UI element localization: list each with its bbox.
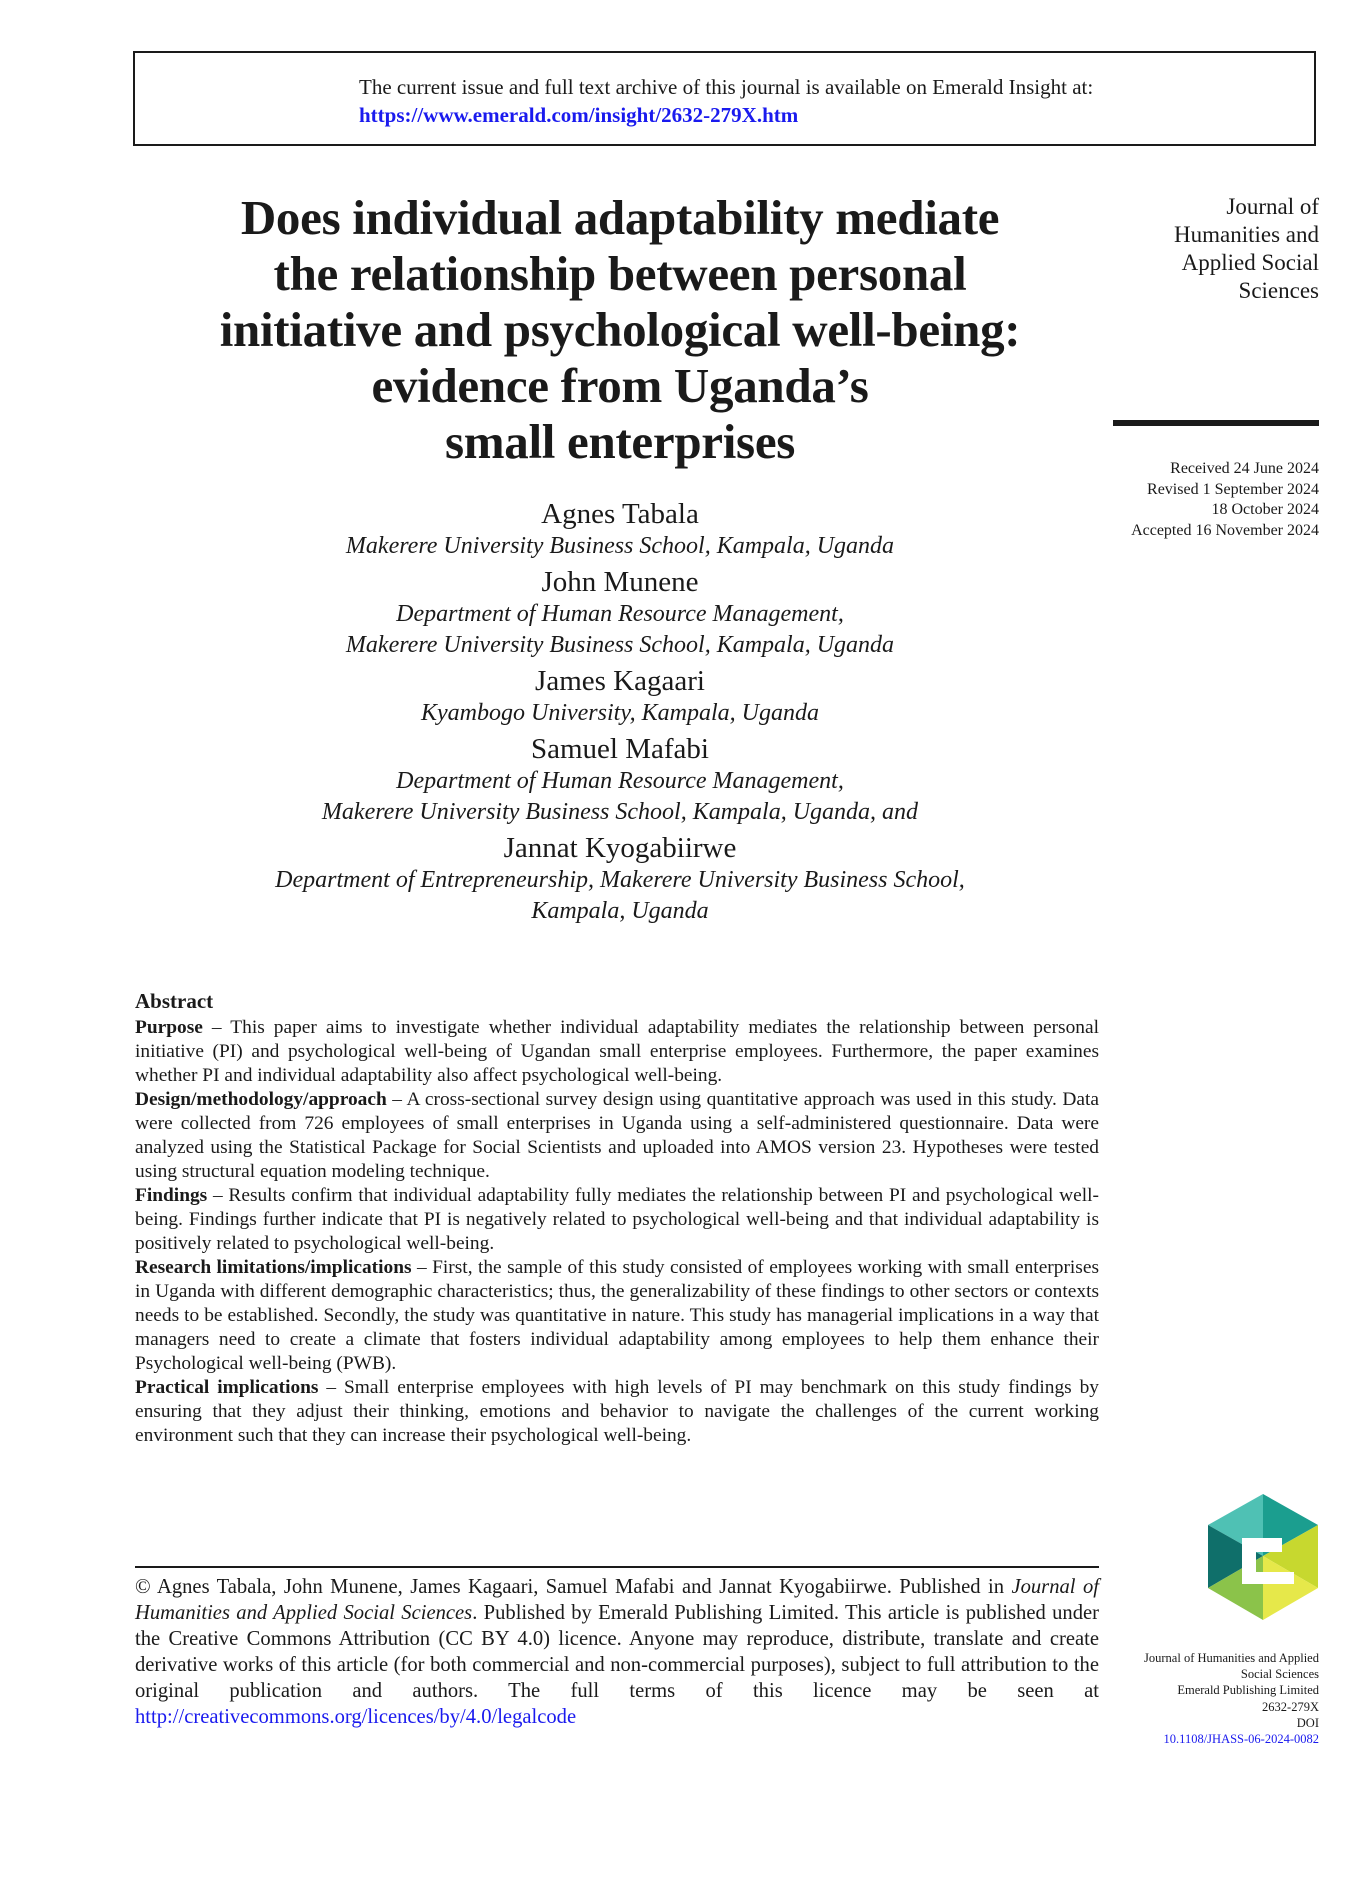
publication-info — [1144, 1650, 1319, 1747]
abstract-section-text: – This paper aims to investigate whether individual adaptability mediates the relationship between personal initiative (PI) and psychological well-being of Ugandan small enterprise employees. Furthermore, the paper examines whether PI and individual adaptability also affect psychological well-being. — [135, 1017, 1099, 1086]
journal-name-italic: Journal of Humanities and Applied Social Sciences — [135, 1576, 1099, 1624]
date-accepted: Accepted 16 November 2024 — [1131, 521, 1319, 539]
journal-name-line: Applied Social — [1181, 250, 1319, 275]
copyright-notice — [135, 1574, 1099, 1730]
pub-journal-line: Social Sciences — [1240, 1667, 1319, 1682]
journal-name-line: Journal of — [1226, 194, 1319, 219]
author-affiliation: Makerere University Business School, Kampala, Uganda — [345, 533, 895, 559]
author-affiliation: Kampala, Uganda — [531, 898, 709, 924]
author-name: John Munene — [541, 566, 699, 598]
doi-link[interactable]: 10.1108/JHASS-06-2024-0082 — [1163, 1732, 1319, 1747]
copyright-text: © Agnes Tabala, John Munene, James Kagaari, Samuel Mafabi and Jannat Kyogabiirwe. Published in — [135, 1576, 1012, 1598]
copyright-text: . Published by Emerald Publishing Limited. This article is published under the Creative Commons Attribution (CC BY 4.0) licence. Anyone may reproduce, distribute, translate and create derivative works of this article (for both commercial and non-commercial purposes), subject to full attribution to the original publication and authors. The full terms of this licence may be seen at — [135, 1602, 1099, 1702]
author-affiliation: Department of Human Resource Management, — [396, 601, 844, 627]
author-name: James Kagaari — [535, 665, 705, 697]
title-line: Does individual adaptability mediate — [240, 190, 1000, 245]
abstract-section-text: – Results confirm that individual adaptability fully mediates the relationship between PI and psychological well-being. Findings further indicate that PI is negatively related to psychological well-being and that individual adaptability is positively related to psychological well-being. — [135, 1185, 1099, 1254]
journal-archive-link[interactable]: https://www.emerald.com/insight/2632-279X.htm — [359, 103, 799, 127]
footnote-divider — [135, 1566, 1099, 1568]
journal-name-line: Sciences — [1238, 278, 1319, 303]
pub-doi — [1144, 1715, 1319, 1747]
archive-notice-text: The current issue and full text archive of this journal is available on Emerald Insight at: — [359, 75, 1094, 99]
title-line: evidence from Uganda’s — [371, 358, 869, 413]
pub-journal-line: Journal of Humanities and Applied — [1144, 1651, 1319, 1665]
author-affiliation: Department of Human Resource Management, — [396, 768, 844, 794]
pub-publisher: Emerald Publishing Limited — [1177, 1683, 1319, 1698]
author-name: Agnes Tabala — [541, 498, 699, 530]
abstract-section-text: – A cross-sectional survey design using quantitative approach was used in this study. Data were collected from 726 employees of small enterprises in Uganda using a self-administered questionnaire. Data were analyzed using the Statistical Package for Social Scientists and uploaded into AMOS version 23. Hypotheses were tested using structural equation modeling technique. — [135, 1089, 1099, 1182]
author-list — [170, 497, 1070, 927]
author-name: Samuel Mafabi — [531, 733, 709, 765]
doi-label: DOI — [1296, 1715, 1319, 1730]
license-link[interactable]: http://creativecommons.org/licences/by/4.0/legalcode — [135, 1706, 577, 1728]
sidebar-divider — [1113, 420, 1319, 426]
journal-name-line: Humanities and — [1174, 222, 1319, 247]
emerald-logo-icon — [1208, 1494, 1318, 1620]
abstract-section-head: Purpose — [135, 1017, 203, 1038]
author-affiliation: Makerere University Business School, Kampala, Uganda — [345, 632, 895, 658]
abstract-section-text: – First, the sample of this study consisted of employees working with small enterprises in Uganda with different demographic characteristics; thus, the generalizability of these findings to other sectors or contexts needs to be established. Secondly, the study was quantitative in nature. This study has managerial implications in a way that managers need to create a climate that fosters individual adaptability among employees to help them enhance their Psychological well-being (PWB). — [135, 1257, 1099, 1374]
journal-name-sidebar — [1174, 193, 1319, 305]
abstract-section-head: Findings — [135, 1185, 208, 1206]
abstract-section-head: Practical implications — [135, 1377, 319, 1398]
date-received: Received 24 June 2024 — [1170, 460, 1319, 477]
author-affiliation: Department of Entrepreneurship, Makerere University Business School, — [275, 867, 965, 893]
abstract-findings — [135, 1184, 1099, 1256]
archive-notice-box — [133, 51, 1316, 146]
article-title — [125, 190, 1115, 470]
title-line: initiative and psychological well-being: — [219, 302, 1021, 357]
date-revised-2: 18 October 2024 — [1211, 501, 1319, 518]
abstract-limitations — [135, 1256, 1099, 1376]
abstract-design — [135, 1088, 1099, 1184]
abstract-heading: Abstract — [135, 989, 214, 1013]
abstract-section-head: Research limitations/implications — [135, 1257, 412, 1278]
pub-issn: 2632-279X — [1262, 1699, 1319, 1714]
abstract-section-head: Design/methodology/approach — [135, 1089, 387, 1110]
title-line: small enterprises — [444, 414, 796, 469]
author-affiliation: Makerere University Business School, Kampala, Uganda, and — [321, 799, 919, 825]
article-history-dates — [1131, 459, 1319, 541]
title-line: the relationship between personal — [273, 246, 967, 301]
author-name: Jannat Kyogabiirwe — [503, 832, 737, 864]
abstract-section — [135, 988, 1099, 1448]
abstract-practical — [135, 1376, 1099, 1448]
abstract-purpose — [135, 1016, 1099, 1088]
abstract-section-text: – Small enterprise employees with high levels of PI may benchmark on this study findings by ensuring that they adjust their thinking, emotions and behavior to navigate the challenges of the current working environment such that they can increase their psychological well-being. — [135, 1377, 1100, 1446]
date-revised: Revised 1 September 2024 — [1147, 480, 1319, 498]
author-affiliation: Kyambogo University, Kampala, Uganda — [421, 700, 819, 726]
